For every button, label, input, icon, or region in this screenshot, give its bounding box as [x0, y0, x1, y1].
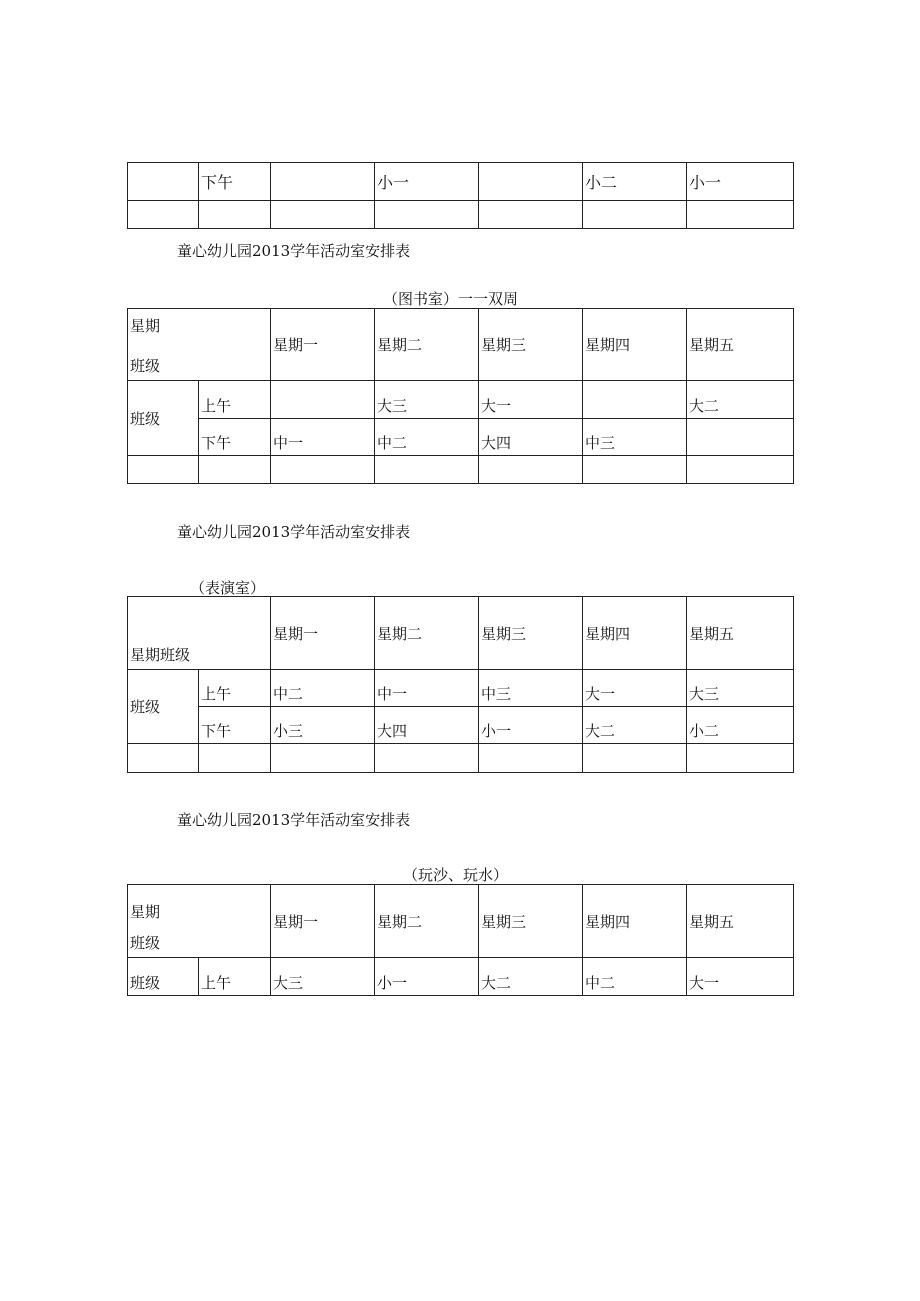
day-header: 星期一 [271, 885, 375, 958]
room-caption: （玩沙、玩水） [403, 866, 509, 884]
empty-cell [271, 201, 375, 229]
day-header: 星期三 [479, 597, 583, 670]
class-label: 班级 [128, 381, 199, 456]
day-header: 星期三 [479, 885, 583, 958]
empty-cell [375, 744, 479, 773]
header-weekday-label: 星期 [130, 317, 161, 335]
school-title: 童心幼儿园2013学年活动室安排表 [177, 811, 411, 829]
day-header: 星期二 [375, 885, 479, 958]
schedule-cell: 小一 [375, 958, 479, 996]
header-class-label: 班级 [130, 357, 161, 375]
day-header: 星期一 [271, 597, 375, 670]
schedule-cell: 大三 [375, 381, 479, 419]
schedule-cell: 大一 [583, 670, 687, 707]
schedule-cell: 中二 [583, 958, 687, 996]
empty-cell [583, 456, 687, 484]
schedule-cell: 中三 [583, 419, 687, 456]
pm-label: 下午 [199, 707, 271, 744]
day-header: 星期四 [583, 885, 687, 958]
schedule-cell: 大二 [479, 958, 583, 996]
partial-cell [271, 163, 375, 201]
corner-header [128, 885, 271, 958]
schedule-cell: 中二 [375, 419, 479, 456]
empty-cell [687, 201, 794, 229]
school-title: 童心幼儿园2013学年活动室安排表 [177, 242, 411, 260]
schedule-cell: 中一 [271, 419, 375, 456]
sand-water-schedule-table [127, 884, 794, 996]
partial-cell [128, 163, 199, 201]
day-header: 星期三 [479, 309, 583, 381]
schedule-cell: 小三 [271, 707, 375, 744]
day-header: 星期一 [271, 309, 375, 381]
header-weekday-label: 星期 [130, 903, 161, 921]
empty-cell [479, 744, 583, 773]
empty-cell [375, 456, 479, 484]
day-header: 星期五 [687, 885, 794, 958]
empty-cell [271, 456, 375, 484]
library-schedule-table [127, 308, 794, 484]
am-label: 上午 [199, 958, 271, 996]
schedule-cell: 大四 [375, 707, 479, 744]
school-title: 童心幼儿园2013学年活动室安排表 [177, 523, 411, 541]
am-label: 上午 [199, 670, 271, 707]
day-header: 星期二 [375, 597, 479, 670]
schedule-cell: 小二 [687, 707, 794, 744]
schedule-cell [271, 381, 375, 419]
empty-cell [583, 201, 687, 229]
empty-cell [479, 456, 583, 484]
header-class-label: 班级 [130, 934, 161, 952]
partial-cell: 小一 [375, 163, 479, 201]
day-header: 星期五 [687, 597, 794, 670]
schedule-cell: 中一 [375, 670, 479, 707]
empty-cell [687, 456, 794, 484]
schedule-cell: 大二 [583, 707, 687, 744]
header-combined-label: 星期班级 [130, 646, 191, 664]
empty-cell [199, 201, 271, 229]
empty-cell [687, 744, 794, 773]
schedule-cell: 大三 [687, 670, 794, 707]
corner-header [128, 597, 271, 670]
empty-cell [128, 201, 199, 229]
day-header: 星期二 [375, 309, 479, 381]
performance-schedule-table [127, 596, 794, 773]
schedule-cell [583, 381, 687, 419]
corner-header [128, 309, 271, 381]
empty-cell [375, 201, 479, 229]
partial-cell: 小二 [583, 163, 687, 201]
empty-cell [199, 744, 271, 773]
partial-schedule-table [127, 162, 794, 229]
empty-cell [583, 744, 687, 773]
schedule-cell: 小一 [479, 707, 583, 744]
class-label: 班级 [128, 958, 199, 996]
day-header: 星期四 [583, 597, 687, 670]
partial-cell [479, 163, 583, 201]
empty-cell [128, 744, 199, 773]
am-label: 上午 [199, 381, 271, 419]
schedule-cell: 大一 [479, 381, 583, 419]
class-label: 班级 [128, 670, 199, 744]
empty-cell [271, 744, 375, 773]
schedule-cell: 大四 [479, 419, 583, 456]
day-header: 星期五 [687, 309, 794, 381]
schedule-cell: 中三 [479, 670, 583, 707]
day-header: 星期四 [583, 309, 687, 381]
room-caption: （表演室） [190, 579, 266, 597]
empty-cell [128, 456, 199, 484]
empty-cell [199, 456, 271, 484]
schedule-cell: 大一 [687, 958, 794, 996]
partial-cell: 小一 [687, 163, 794, 201]
partial-period-label: 下午 [199, 163, 271, 201]
schedule-cell: 大三 [271, 958, 375, 996]
room-caption: （图书室）一一双周 [383, 290, 519, 308]
empty-cell [479, 201, 583, 229]
schedule-cell: 大二 [687, 381, 794, 419]
schedule-cell: 中二 [271, 670, 375, 707]
pm-label: 下午 [199, 419, 271, 456]
schedule-cell [687, 419, 794, 456]
